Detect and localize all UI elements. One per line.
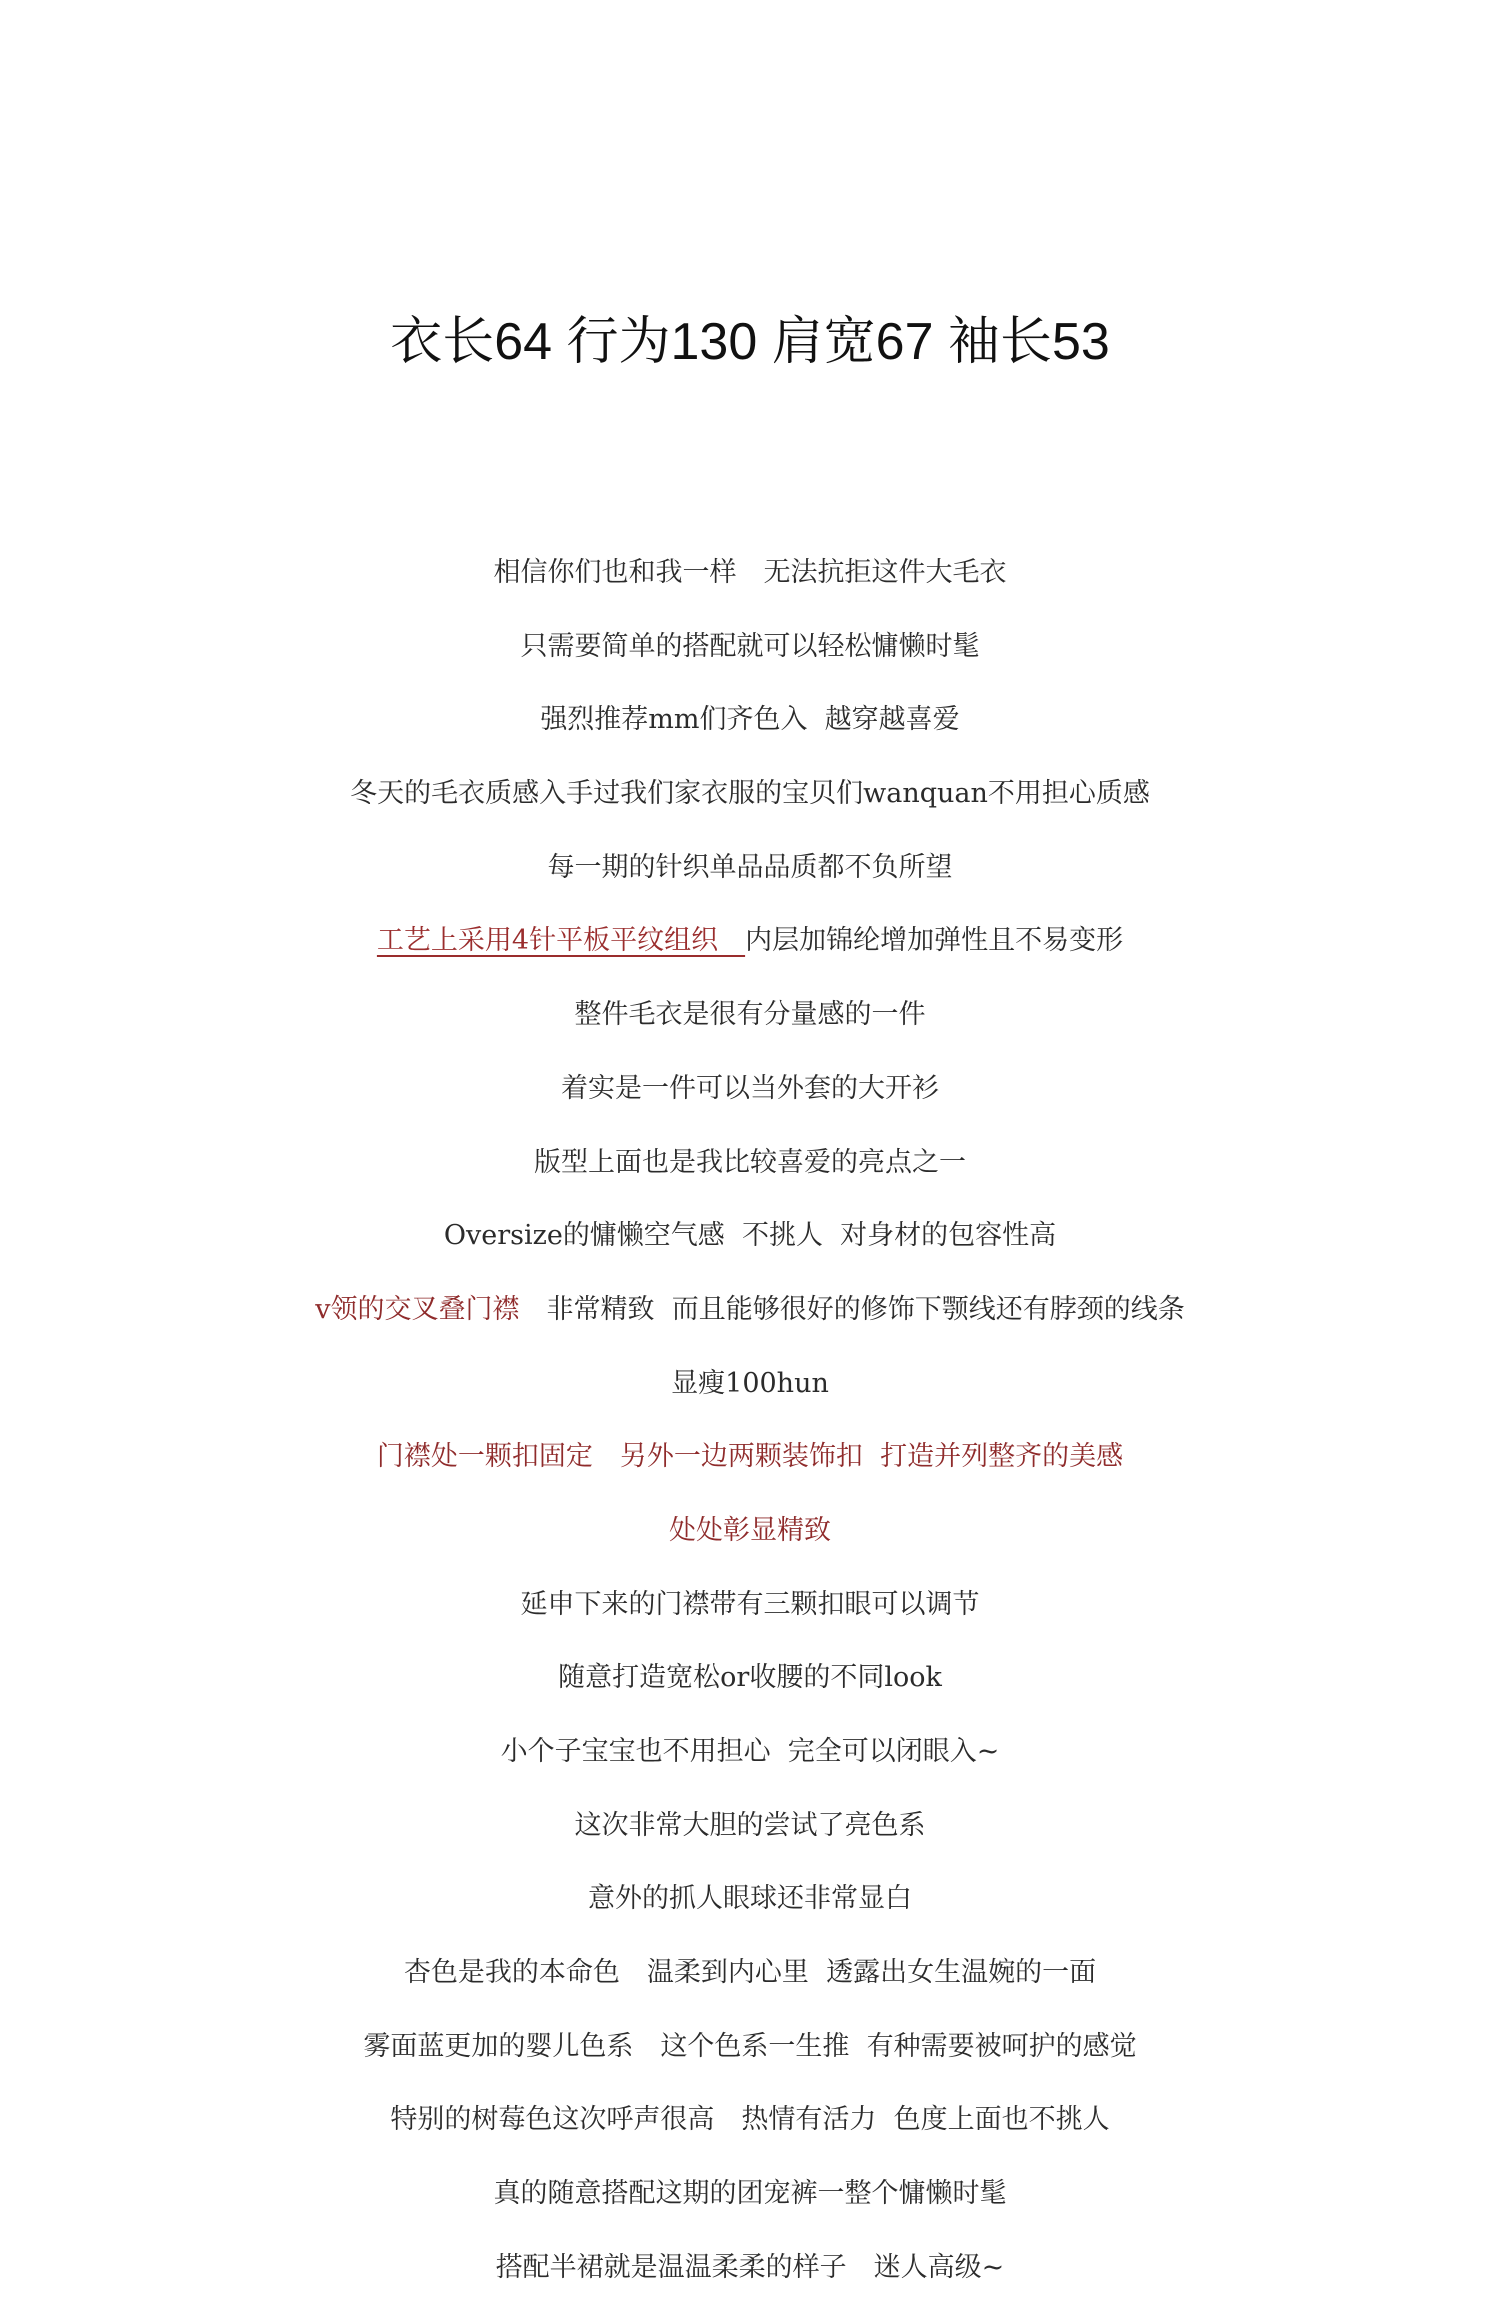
craft-rest-text: 内层加锦纶增加弹性且不易变形	[745, 925, 1124, 957]
description-line: 延申下来的门襟带有三颗扣眼可以调节	[520, 1588, 980, 1620]
description-line: 这次非常大胆的尝试了亮色系	[574, 1809, 926, 1841]
collar-highlight-text: v领的交叉叠门襟	[315, 1293, 520, 1325]
description-line: 杏色是我的本命色 温柔到内心里 透露出女生温婉的一面	[403, 1957, 1097, 1989]
description-line: 整件毛衣是很有分量感的一件	[574, 999, 926, 1031]
description-line: 强烈推荐mm们齐色入 越穿越喜爱	[540, 704, 960, 736]
description-line: 真的随意搭配这期的团宠裤一整个慵懒时髦	[493, 2178, 1007, 2210]
description-line: 特别的树莓色这次呼声很高 热情有活力 色度上面也不挑人	[390, 2104, 1110, 2136]
description-line: 雾面蓝更加的婴儿色系 这个色系一生推 有种需要被呵护的感觉	[363, 2030, 1137, 2062]
description-line: 着实是一件可以当外套的大开衫	[561, 1072, 939, 1104]
description-line-collar	[0, 1280, 1500, 1354]
description-line: 搭配半裙就是温温柔柔的样子 迷人高级~	[495, 2251, 1005, 2283]
description-line: 只需要简单的搭配就可以轻松慵懒时髦	[520, 630, 980, 662]
description-line: Oversize的慵懒空气感 不挑人 对身材的包容性高	[443, 1220, 1057, 1252]
description-line: 版型上面也是我比较喜爱的亮点之一	[534, 1146, 966, 1178]
craft-link-text: 工艺上采用4针平板平纹组织	[376, 925, 746, 957]
collar-rest-text: 非常精致 而且能够很好的修饰下颚线还有脖颈的线条	[519, 1293, 1185, 1325]
size-spec-headline: 衣长64 行为130 肩宽67 袖长53	[390, 313, 1110, 371]
description-line: 意外的抓人眼球还非常显白	[588, 1883, 912, 1915]
description-line: 每一期的针织单品品质都不负所望	[547, 851, 953, 883]
description-line-highlight: 处处彰显精致	[669, 1514, 831, 1546]
description-text-block	[0, 543, 1500, 2312]
description-line: 小个子宝宝也不用担心 完全可以闭眼入~	[500, 1736, 1000, 1767]
description-line: 相信你们也和我一样 无法抗拒这件大毛衣	[493, 557, 1007, 588]
description-line: 冬天的毛衣质感入手过我们家衣服的宝贝们wanquan不用担心质感	[350, 778, 1150, 810]
description-line-craft	[0, 911, 1500, 985]
description-line: 随意打造宽松or收腰的不同look	[558, 1662, 942, 1694]
description-line: 显瘦100hun	[671, 1367, 829, 1399]
description-line-highlight: 门襟处一颗扣固定 另外一边两颗装饰扣 打造并列整齐的美感	[376, 1441, 1124, 1473]
